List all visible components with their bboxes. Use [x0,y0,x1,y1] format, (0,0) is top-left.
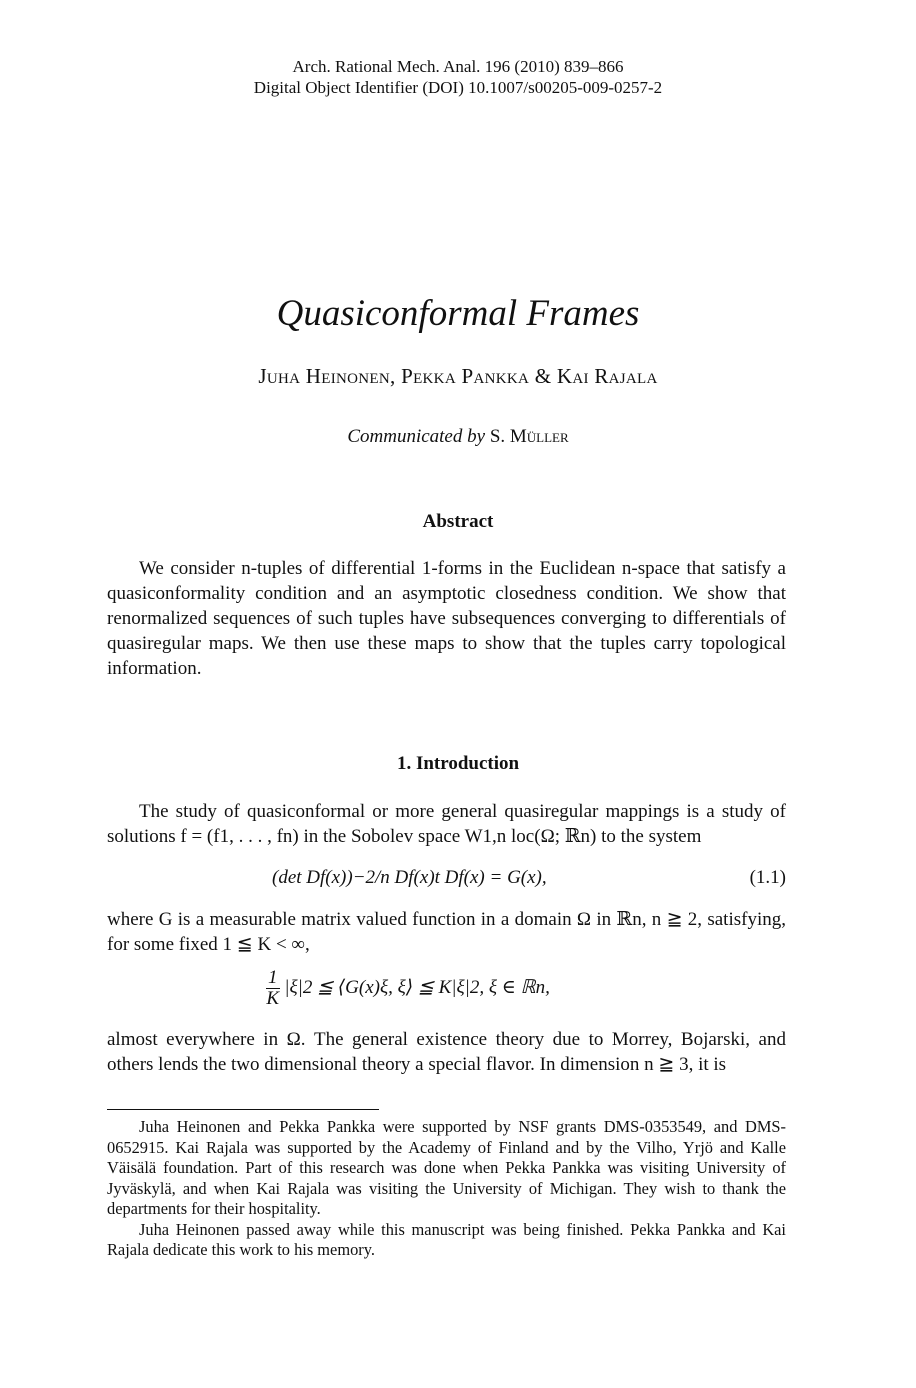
fraction-1-over-k [266,968,280,1009]
communicated-by [0,426,916,448]
abstract-heading: Abstract [422,511,494,532]
intro-p3-text: almost everywhere in Ω. The general existence theory due to Morrey, Bojarski, and others lends the two dimensional theory a special flavor. In dimension n ≧ 3, it is [107,1029,786,1075]
footnote-funding: Juha Heinonen and Pekka Pankka were supported by NSF grants DMS-0353549, and DMS-0652915. Kai Rajala was supported by the Academy of Finland and by the Vilho, Yrjö and Kalle Väisälä foundation. Part of this research was done when Pekka Pankka was visiting University of Jyväskylä, and when Kai Rajala was visiting the University of Michigan. They wish to thank the departments for their hospitality. [107,1117,786,1218]
intro-paragraph-3 [107,1027,786,1077]
intro-paragraph-1 [107,799,786,849]
intro-heading: 1. Introduction [396,753,520,774]
communicating-editor: S. Müller [489,426,569,447]
equation-1-1-label: (1.1) [749,867,786,888]
doi-line: Digital Object Identifier (DOI) 10.1007/s00205-009-0257-2 [253,78,663,97]
journal-citation: Arch. Rational Mech. Anal. 196 (2010) 839–866 [292,57,624,76]
equation-1-1: (det Df(x))−2/n Df(x)t Df(x) = G(x), [272,867,547,888]
fraction-denominator: K [266,988,280,1009]
footnotes [107,1117,786,1261]
footnote-rule [107,1109,379,1110]
fraction-numerator: 1 [268,967,278,988]
intro-paragraph-2 [107,907,786,957]
intro-p2-text: where G is a measurable matrix valued function in a domain Ω in ℝn, n ≧ 2, satisfying, for some fixed 1 ≦ K < ∞, [107,909,786,955]
author-list: Juha Heinonen, Pekka Pankka & Kai Rajala [258,364,658,388]
abstract-text: We consider n-tuples of differential 1-forms in the Euclidean n-space that satisfy a quasiconformality condition and an asymptotic closedness condition. We show that renormalized sequences of such tuples have subsequences converging to differentials of quasiregular maps. We then use these maps to show that the tuples carry topological information. [107,558,786,679]
abstract-body [107,556,786,681]
equation-2 [266,968,550,1009]
paper-title: Quasiconformal Frames [276,293,640,334]
equation-2-body: |ξ|2 ≦ ⟨G(x)ξ, ξ⟩ ≦ K|ξ|2, ξ ∈ ℝn, [284,976,550,998]
intro-p1-text: The study of quasiconformal or more general quasiregular mappings is a study of solutions f = (f1, . . . , fn) in the Sobolev space W1,n loc(Ω; ℝn) to the system [107,801,786,847]
communicated-prefix: Communicated by [347,426,486,447]
footnote-dedication: Juha Heinonen passed away while this manuscript was being finished. Pekka Pankka and Kai Rajala dedicate this work to his memory. [107,1219,786,1259]
